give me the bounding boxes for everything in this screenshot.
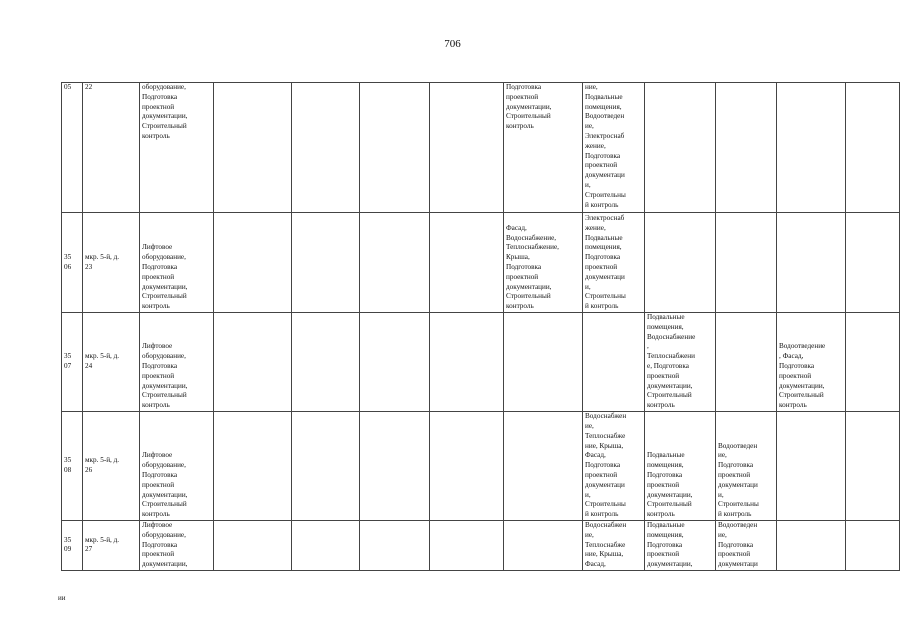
empty-cell <box>846 520 900 570</box>
works-cell: Подвальные помещения, Водоснабжение , Теплоснабжени е, Подготовка проектной документации, Строительный контроль <box>645 313 716 412</box>
works-cell <box>716 83 777 213</box>
empty-cell <box>214 213 292 313</box>
works-cell <box>645 83 716 213</box>
empty-cell <box>360 213 430 313</box>
empty-cell <box>430 411 504 520</box>
empty-cell <box>292 411 360 520</box>
works-cell <box>504 313 583 412</box>
works-cell: ние, Подвальные помещения, Водоотведен ие, Электроснаб жение, Подготовка проектной документаци и, Строительны й контроль <box>583 83 645 213</box>
empty-cell <box>292 83 360 213</box>
works-cell <box>645 213 716 313</box>
footer-mark: ии <box>58 594 66 602</box>
empty-cell <box>430 83 504 213</box>
empty-cell <box>430 313 504 412</box>
page-number: 706 <box>444 38 461 50</box>
empty-cell <box>214 520 292 570</box>
works-cell: Подготовка проектной документации, Строительный контроль <box>504 83 583 213</box>
works-cell <box>777 520 846 570</box>
table-row <box>62 520 900 570</box>
empty-cell <box>214 313 292 412</box>
works-cell <box>583 313 645 412</box>
works-cell: Водоотведение , Фасад, Подготовка проектной документации, Строительный контроль <box>777 313 846 412</box>
works-cell <box>716 213 777 313</box>
works-cell: Водоотведен ие, Подготовка проектной документаци и, Строительны й контроль <box>716 411 777 520</box>
empty-cell <box>360 313 430 412</box>
works-cell: Водоотведен ие, Подготовка проектной документаци <box>716 520 777 570</box>
works-cell <box>777 83 846 213</box>
empty-cell <box>846 411 900 520</box>
empty-cell <box>846 313 900 412</box>
row-number: 35 07 <box>62 313 83 412</box>
empty-cell <box>214 83 292 213</box>
works-cell: Подвальные помещения, Подготовка проектной документации, <box>645 520 716 570</box>
elevator-cell: Лифтовое оборудование, Подготовка проектной документации, Строительный контроль <box>140 411 214 520</box>
works-cell <box>504 411 583 520</box>
empty-cell <box>292 313 360 412</box>
address-cell: мкр. 5-й, д. 26 <box>83 411 140 520</box>
works-cell: Водоснабжен ие, Теплоснабже ние, Крыша, Фасад, <box>583 520 645 570</box>
empty-cell <box>360 411 430 520</box>
table-row <box>62 83 900 213</box>
table-row <box>62 213 900 313</box>
table-row <box>62 313 900 412</box>
elevator-cell: Лифтовое оборудование, Подготовка проектной документации, Строительный контроль <box>140 313 214 412</box>
works-cell: Фасад, Водоснабжение, Теплоснабжение, Крыша, Подготовка проектной документации, Строительный контроль <box>504 213 583 313</box>
works-cell <box>777 411 846 520</box>
works-cell: Подвальные помещения, Подготовка проектной документации, Строительный контроль <box>645 411 716 520</box>
works-cell <box>777 213 846 313</box>
address-cell: мкр. 5-й, д. 27 <box>83 520 140 570</box>
empty-cell <box>214 411 292 520</box>
row-number: 35 09 <box>62 520 83 570</box>
elevator-cell: оборудование, Подготовка проектной документации, Строительный контроль <box>140 83 214 213</box>
empty-cell <box>360 520 430 570</box>
works-cell <box>504 520 583 570</box>
table-row <box>62 411 900 520</box>
empty-cell <box>846 83 900 213</box>
works-cell: Водоснабжен ие, Теплоснабже ние, Крыша, Фасад, Подготовка проектной документаци и, Строительны й контроль <box>583 411 645 520</box>
empty-cell <box>360 83 430 213</box>
empty-cell <box>430 520 504 570</box>
empty-cell <box>430 213 504 313</box>
address-cell: мкр. 5-й, д. 23 <box>83 213 140 313</box>
row-number: 35 08 <box>62 411 83 520</box>
works-cell <box>716 313 777 412</box>
row-number: 35 06 <box>62 213 83 313</box>
elevator-cell: Лифтовое оборудование, Подготовка проектной документации, Строительный контроль <box>140 213 214 313</box>
empty-cell <box>292 213 360 313</box>
data-table <box>61 82 900 571</box>
works-cell: Электроснаб жение, Подвальные помещения, Подготовка проектной документаци и, Строительны й контроль <box>583 213 645 313</box>
address-cell: 22 <box>83 83 140 213</box>
elevator-cell: Лифтовое оборудование, Подготовка проектной документации, <box>140 520 214 570</box>
address-cell: мкр. 5-й, д. 24 <box>83 313 140 412</box>
empty-cell <box>846 213 900 313</box>
row-number: 05 <box>62 83 83 213</box>
empty-cell <box>292 520 360 570</box>
